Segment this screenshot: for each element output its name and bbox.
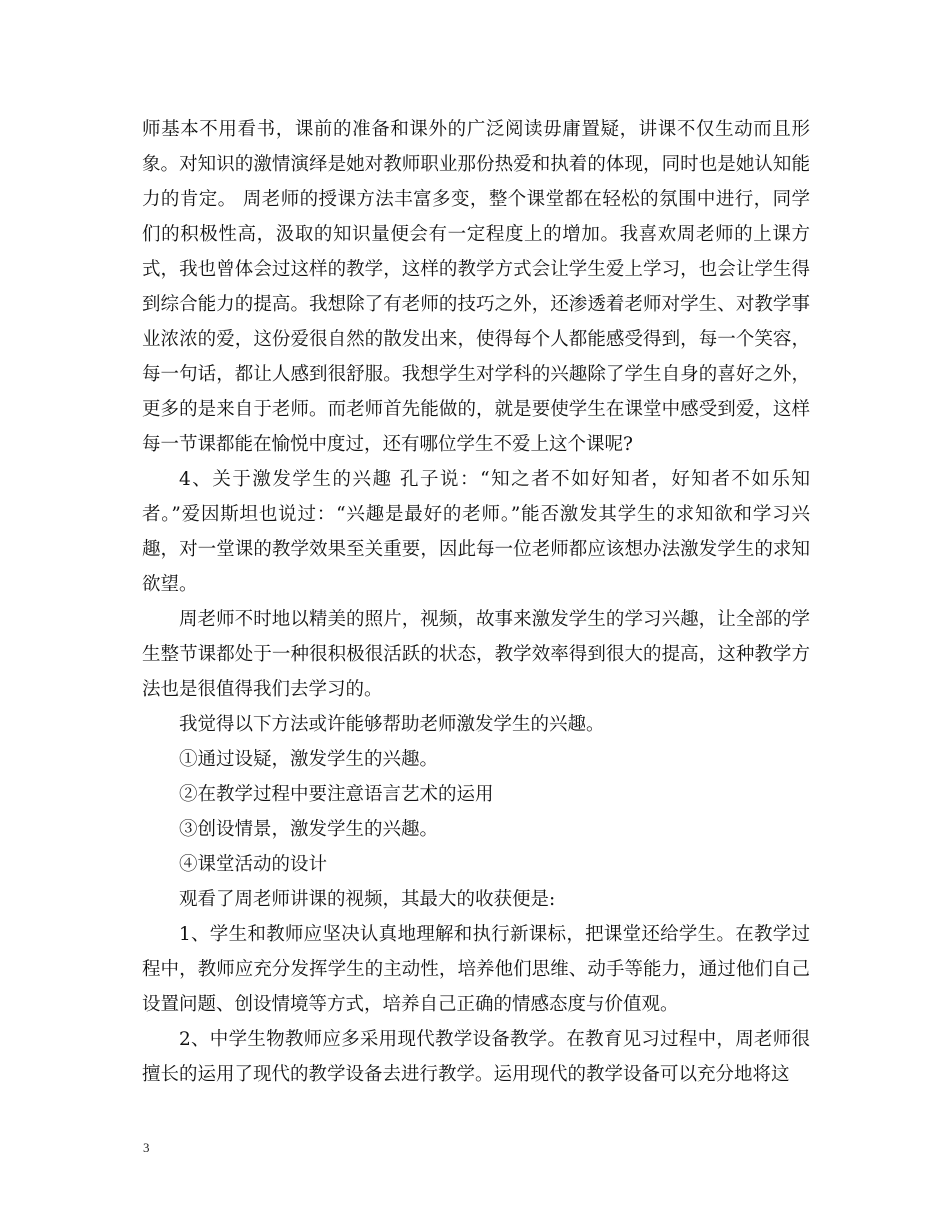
paragraph-7: 2、中学生物教师应多采用现代教学设备教学。在教育见习过程中，周老师很擅长的运用了现代的教学设备去进行教学。运用现代的教学设备可以充分地将这 [142, 1029, 810, 1085]
paragraph-3: 周老师不时地以精美的照片，视频，故事来激发学生的学习兴趣，让全部的学生整节课都处于一种很积极很活跃的状态，教学效率得到很大的提高，这种教学方法也是很值得我们去学习的。 [142, 609, 810, 700]
list-item-1: ①通过设疑，激发学生的兴趣。 [179, 749, 439, 770]
document-body [142, 112, 810, 1092]
paragraph-1: 师基本不用看书，课前的准备和课外的广泛阅读毋庸置疑，讲课不仅生动而且形象。对知识的激情演绎是她对教师职业那份热爱和执着的体现，同时也是她认知能力的肯定。 周老师的授课方法丰富多变，整个课堂都在轻松的氛围中进行，同学们的积极性高，汲取的知识量便会有一定程度上的增加。我喜欢周老师的上课方式，我也曾体会过这样的教学，这样的教学方式会让学生爱上学习，也会让学生得到综合能力的提高。我想除了有老师的技巧之外，还渗透着老师对学生、对教学事业浓浓的爱，这份爱很自然的散发出来，使得每个人都能感受得到，每一个笑容，每一句话，都让人感到很舒服。我想学生对学科的兴趣除了学生自身的喜好之外，更多的是来自于老师。而老师首先能做的，就是要使学生在课堂中感受到爱，这样每一节课都能在愉悦中度过，还有哪位学生不爱上这个课呢? [142, 119, 810, 455]
paragraph-4: 我觉得以下方法或许能够帮助老师激发学生的兴趣。 [179, 714, 605, 735]
list-item-2: ②在教学过程中要注意语言艺术的运用 [179, 784, 494, 805]
list-item-4: ④课堂活动的设计 [179, 854, 328, 875]
paragraph-5: 观看了周老师讲课的视频，其最大的收获便是: [179, 889, 556, 910]
list-item-3: ③创设情景，激发学生的兴趣。 [179, 819, 439, 840]
page-number: 3 [143, 1140, 150, 1155]
paragraph-6: 1、学生和教师应坚决认真地理解和执行新课标，把课堂还给学生。在教学过程中，教师应充分发挥学生的主动性，培养他们思维、动手等能力，通过他们自己设置问题、创设情境等方式，培养自己正确的情感态度与价值观。 [142, 924, 810, 1015]
paragraph-2: 4、关于激发学生的兴趣 孔子说：“知之者不如好知者，好知者不如乐知者。”爱因斯坦也说过：“兴趣是最好的老师。”能否激发其学生的求知欲和学习兴趣，对一堂课的教学效果至关重要，因此每一位老师都应该想办法激发学生的求知欲望。 [142, 469, 810, 595]
